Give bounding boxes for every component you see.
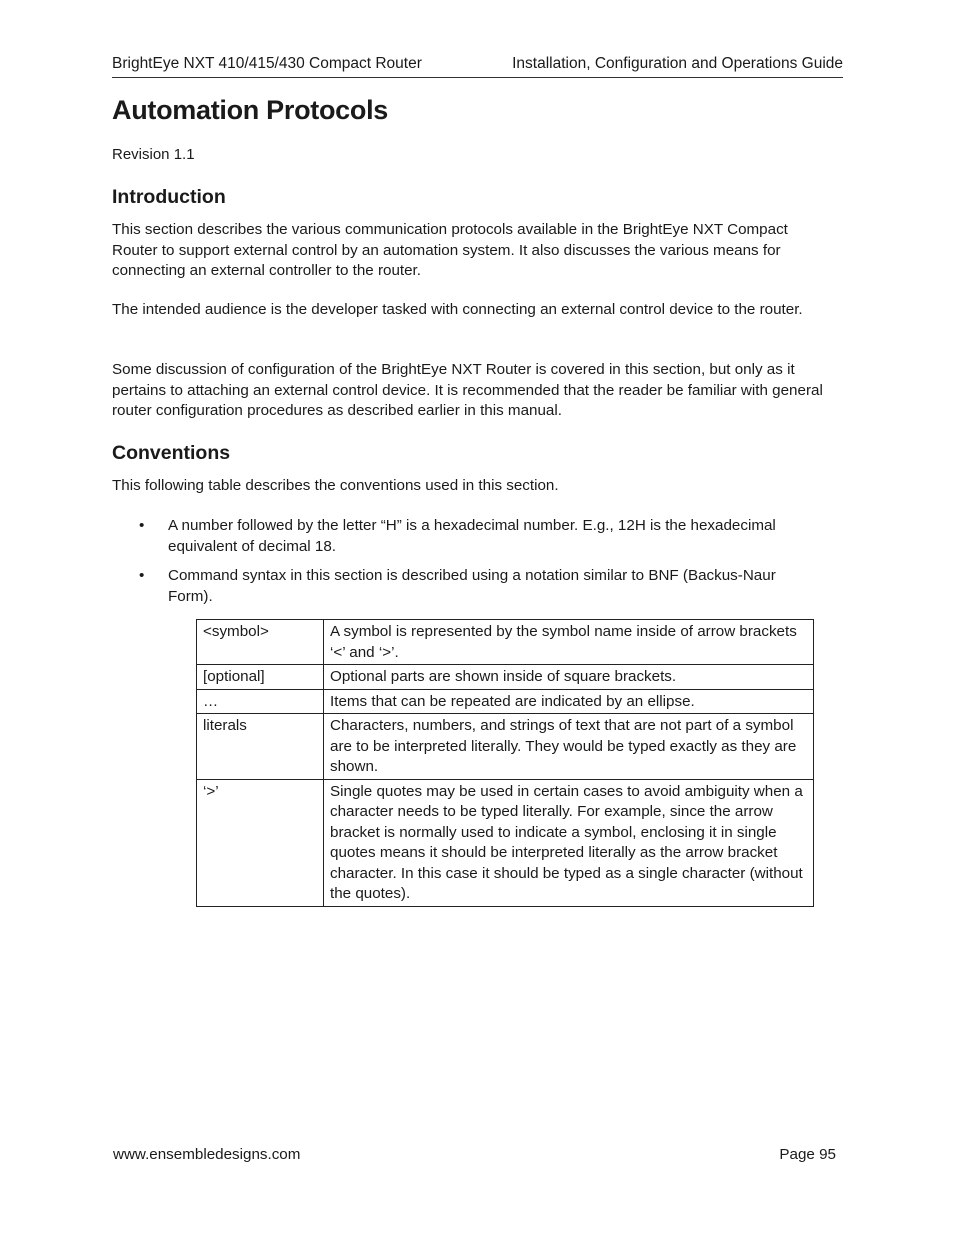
conventions-heading: Conventions [112, 442, 231, 464]
table-term-cell: … [197, 689, 324, 714]
table-row [197, 689, 814, 714]
table-description-cell: A symbol is represented by the symbol name inside of arrow brackets ‘<’ and ‘>’. [324, 620, 814, 665]
introduction-heading: Introduction [112, 186, 226, 208]
conventions-table [196, 619, 814, 907]
table-term-cell: ‘>’ [197, 779, 324, 906]
bullet-icon: • [139, 517, 145, 534]
conventions-intro: This following table describes the conventions used in this section. [112, 477, 559, 494]
table-row [197, 665, 814, 690]
bullet-text: Command syntax in this section is described using a notation similar to BNF (Backus-Naur Form). [168, 567, 776, 605]
table-row [197, 779, 814, 906]
table-row [197, 714, 814, 780]
header-guide-title: Installation, Configuration and Operations Guide [512, 55, 843, 72]
table-description-cell: Optional parts are shown inside of square brackets. [324, 665, 814, 690]
table-description-cell: Single quotes may be used in certain cases to avoid ambiguity when a character needs to be typed literally. For example, since the arrow bracket is normally used to indicate a symbol, enclosing it in single quotes means it should be interpreted literally as the arrow bracket character. In this case it should be typed as a single character (without the quotes). [324, 779, 814, 906]
intro-paragraph-3: Some discussion of configuration of the BrightEye NXT Router is covered in this section, but only as it pertains to attaching an external control device. It is recommended that the reader be familiar with general router configuration procedures as described earlier in this manual. [112, 361, 823, 419]
intro-paragraph-2: The intended audience is the developer tasked with connecting an external control device to the router. [112, 301, 803, 318]
header-product-name: BrightEye NXT 410/415/430 Compact Router [112, 55, 422, 72]
bullet-icon: • [139, 567, 145, 584]
page-title: Automation Protocols [112, 95, 388, 125]
revision-label: Revision 1.1 [112, 146, 195, 163]
table-description-cell: Characters, numbers, and strings of text that are not part of a symbol are to be interpreted literally. They would be typed exactly as they are shown. [324, 714, 814, 780]
footer-website: www.ensembledesigns.com [113, 1146, 301, 1163]
table-description-cell: Items that can be repeated are indicated by an ellipse. [324, 689, 814, 714]
table-term-cell: <symbol> [197, 620, 324, 665]
footer-page-number: Page 95 [779, 1146, 836, 1163]
intro-paragraph-1: This section describes the various communication protocols available in the BrightEye NXT Compact Router to support external control by an automation system. It also discusses the various means for connecting an external controller to the router. [112, 221, 788, 279]
bullet-text: A number followed by the letter “H” is a hexadecimal number. E.g., 12H is the hexadecimal equivalent of decimal 18. [168, 517, 776, 555]
table-term-cell: literals [197, 714, 324, 780]
page-header [112, 55, 843, 78]
table-term-cell: [optional] [197, 665, 324, 690]
table-row [197, 620, 814, 665]
